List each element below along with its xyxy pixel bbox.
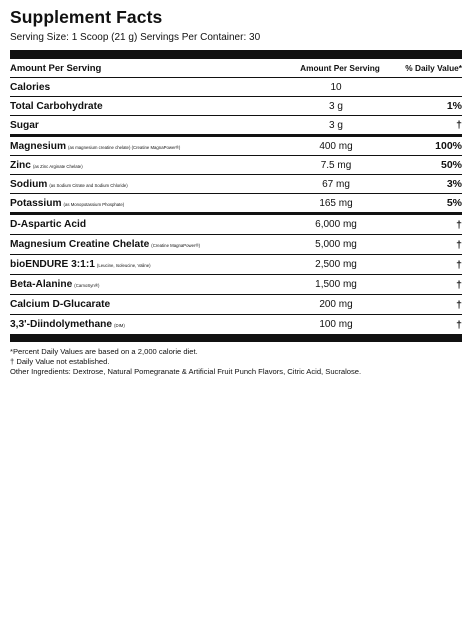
nutrient-daily-value: † (456, 119, 462, 131)
nutrient-daily-value: 100% (435, 140, 462, 152)
nutrient-name: bioENDURE 3:1:1 (10, 259, 95, 270)
nutrient-name-cell (10, 141, 290, 152)
nutrient-amount: 5,000 mg (315, 239, 357, 250)
nutrient-name-cell (10, 179, 290, 190)
nutrient-source-note: (as Sodium Citrate and Sodium Chloride) (49, 182, 128, 188)
nutrient-row (10, 194, 462, 215)
nutrient-amount: 3 g (329, 100, 343, 112)
top-divider-bar (10, 50, 462, 59)
nutrient-daily-value: 1% (446, 100, 462, 112)
other-ingredients: Other Ingredients: Dextrose, Natural Pomegranate & Artificial Fruit Punch Flavors, Citric Acid, Sucralose. (10, 367, 362, 376)
nutrient-amount: 7.5 mg (320, 159, 352, 171)
nutrient-source-note: (CarnoSyn®) (74, 283, 100, 288)
footnote-dagger: † Daily Value not established. (10, 357, 110, 366)
amount-per-serving-header: Amount Per Serving (10, 62, 102, 74)
nutrient-row (10, 235, 462, 255)
nutrient-name-cell (10, 299, 290, 310)
nutrient-name: D-Aspartic Acid (10, 219, 87, 230)
nutrient-name: Calories (10, 81, 51, 93)
nutrient-amount: 3 g (329, 119, 343, 131)
nutrient-source-note: (DIM) (114, 323, 125, 328)
supplement-facts-panel (10, 0, 462, 377)
nutrient-name-cell (10, 160, 290, 171)
nutrient-source-note: (as Zinc Arginate Chelate) (32, 163, 83, 169)
nutrient-name-cell (10, 120, 290, 131)
nutrient-name-cell (10, 259, 290, 270)
daily-value-column-header: % Daily Value* (405, 63, 462, 73)
nutrient-daily-value: † (456, 238, 462, 251)
nutrient-row (10, 156, 462, 175)
footnotes (10, 347, 462, 377)
nutrient-daily-value: † (456, 278, 462, 291)
nutrient-row (10, 275, 462, 295)
minerals-group (10, 137, 462, 215)
nutrient-daily-value: † (456, 218, 462, 231)
nutrient-name-cell (10, 239, 290, 250)
nutrient-name: Total Carbohydrate (10, 100, 103, 112)
nutrient-amount: 400 mg (319, 140, 353, 152)
nutrient-row (10, 78, 462, 97)
panel-title: Supplement Facts (10, 7, 163, 27)
nutrient-row (10, 295, 462, 315)
nutrient-name-cell (10, 219, 290, 230)
nutrient-source-note: (as Monopotassium Phosphate) (63, 201, 125, 207)
nutrient-row (10, 315, 462, 335)
nutrient-amount: 165 mg (319, 197, 353, 209)
nutrient-name: 3,3'-Diindolymethane (10, 319, 113, 330)
nutrient-name-cell (10, 319, 290, 330)
nutrient-name-cell (10, 279, 290, 290)
nutrient-name-cell (10, 82, 290, 93)
footnote-percent-dv: *Percent Daily Values are based on a 2,000 calorie diet. (10, 347, 198, 356)
column-header-row (10, 59, 462, 78)
nutrient-row (10, 215, 462, 235)
nutrient-name: Potassium (10, 197, 62, 209)
nutrient-name: Zinc (10, 159, 31, 171)
nutrient-amount: 100 mg (319, 319, 353, 330)
nutrient-amount: 67 mg (322, 178, 350, 190)
nutrient-daily-value: † (456, 258, 462, 271)
nutrient-name: Magnesium (10, 140, 67, 152)
nutrient-row (10, 255, 462, 275)
nutrient-name: Sugar (10, 119, 39, 131)
nutrient-source-note: (Creatine MagnaPower®) (151, 243, 201, 248)
amount-column-header: Amount Per Serving (300, 63, 380, 73)
nutrient-name: Sodium (10, 178, 48, 190)
nutrient-name: Beta-Alanine (10, 279, 73, 290)
nutrient-row (10, 137, 462, 156)
nutrient-row (10, 116, 462, 137)
nutrient-daily-value: 50% (440, 159, 462, 171)
nutrient-amount: 2,500 mg (315, 259, 357, 270)
nutrient-name-cell (10, 198, 290, 209)
nutrient-daily-value: 5% (446, 197, 462, 209)
nutrient-name: Calcium D-Glucarate (10, 299, 111, 310)
nutrient-source-note: (as magnesium creatine chelate) (Creatine MagnaPower®) (68, 144, 181, 150)
nutrient-name-cell (10, 101, 290, 112)
nutrient-daily-value: 3% (446, 178, 462, 190)
nutrient-amount: 10 (330, 81, 342, 93)
nutrient-name: Magnesium Creatine Chelate (10, 239, 150, 250)
nutrient-row (10, 97, 462, 116)
bottom-divider-bar (10, 335, 462, 342)
ingredients-group (10, 215, 462, 335)
nutrient-amount: 200 mg (319, 299, 353, 310)
nutrient-row (10, 175, 462, 194)
serving-info: Serving Size: 1 Scoop (21 g) Servings Per Container: 30 (10, 32, 261, 43)
macros-group (10, 78, 462, 137)
nutrient-daily-value: † (456, 298, 462, 311)
nutrient-daily-value: † (456, 318, 462, 331)
nutrient-source-note: (Leucine, Isoleucine, Valine) (96, 263, 151, 268)
nutrient-amount: 6,000 mg (315, 219, 357, 230)
nutrient-amount: 1,500 mg (315, 279, 357, 290)
